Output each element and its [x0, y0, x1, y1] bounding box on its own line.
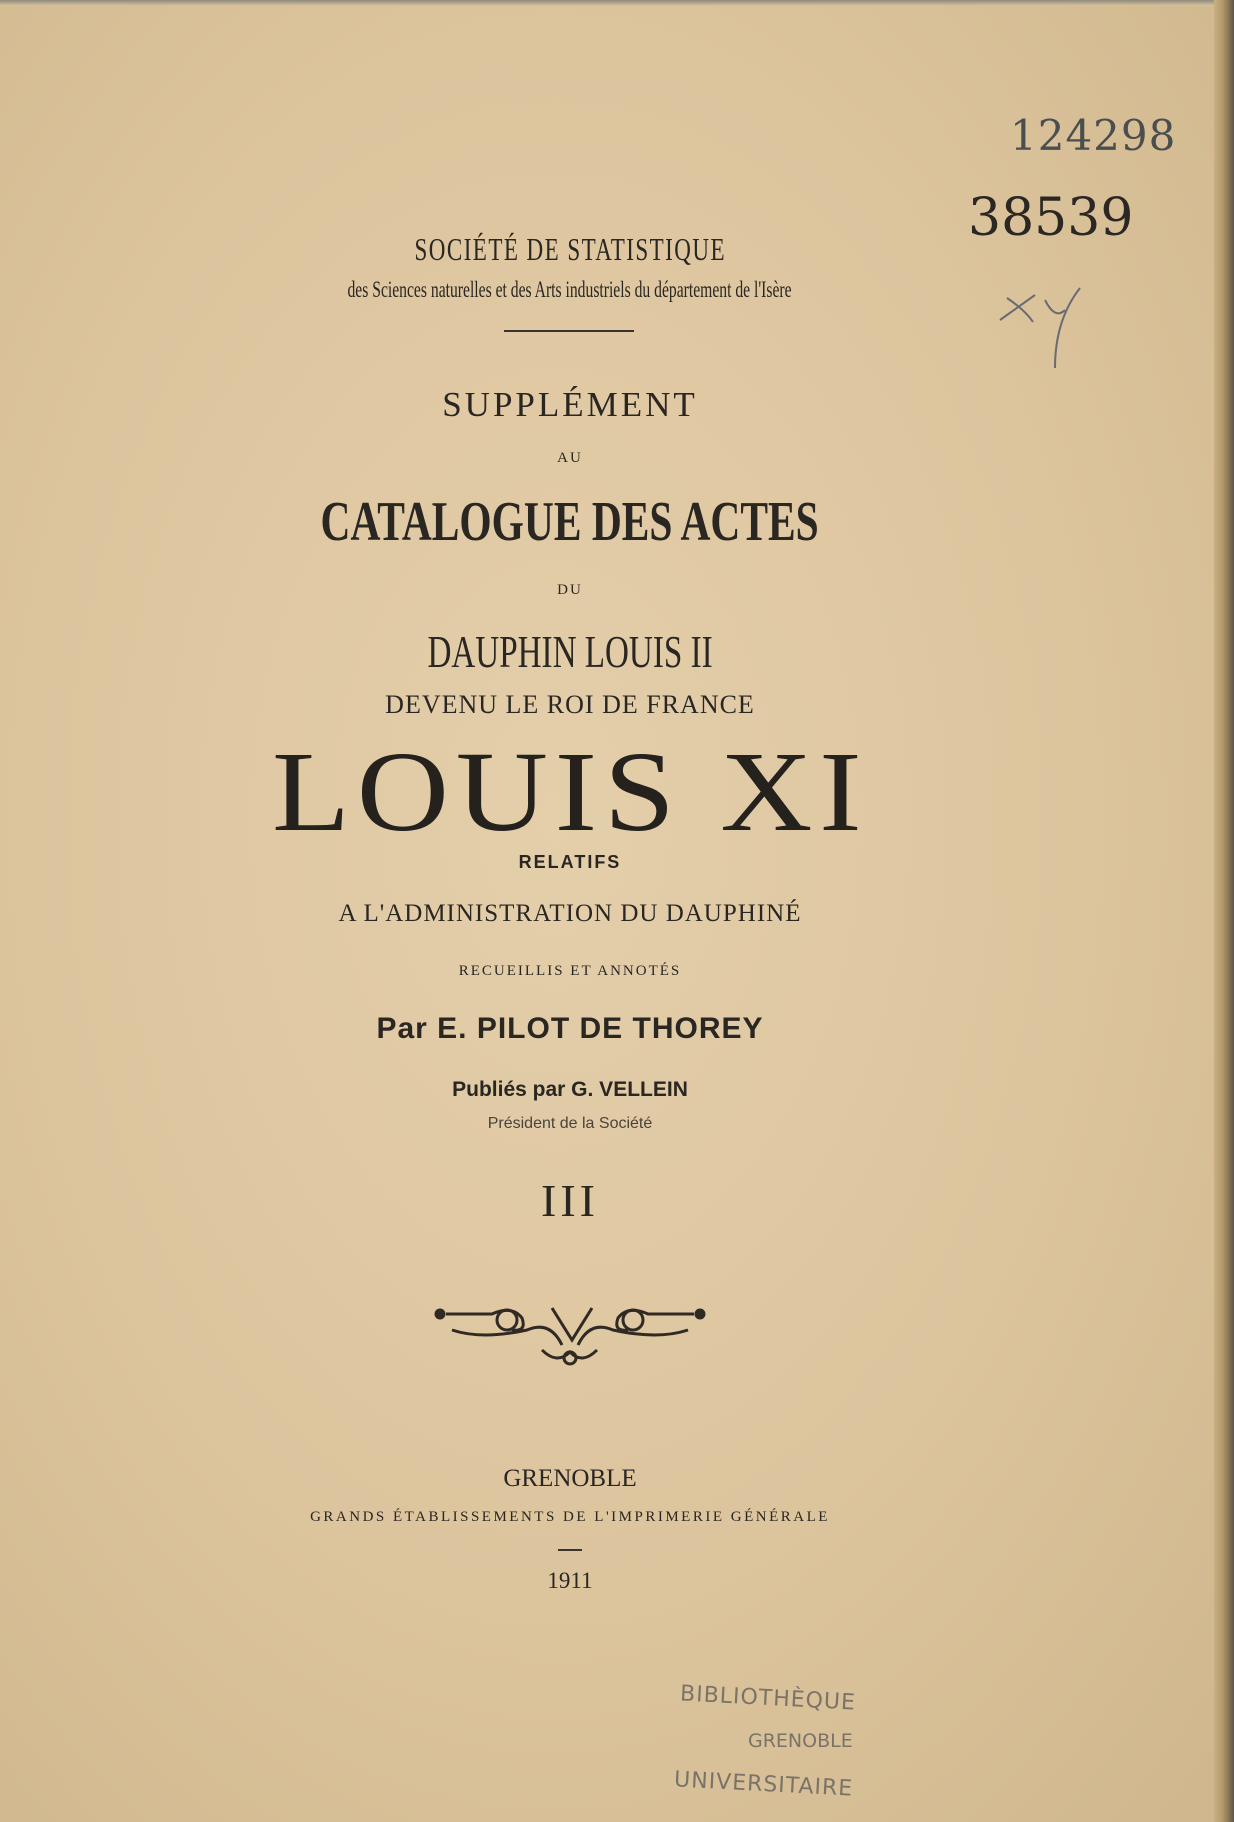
volume-number: III	[541, 1175, 599, 1226]
stamp-line-2: GRENOBLE	[748, 1730, 853, 1752]
society-subtitle: des Sciences naturelles et des Arts industriels du département de l'Isère	[347, 277, 793, 302]
au-text: AU	[557, 450, 583, 466]
louis-xi-title: LOUIS XI	[271, 728, 869, 855]
du-text: DU	[557, 582, 583, 598]
library-stamp	[670, 1681, 920, 1818]
page-top-edge	[0, 0, 1234, 6]
imprint-divider	[558, 1549, 582, 1551]
publisher-line: Publiés par G. VELLEIN	[452, 1078, 688, 1101]
recueillis-text: RECUEILLIS ET ANNOTÉS	[458, 963, 682, 979]
imprint-city: GRENOBLE	[503, 1465, 637, 1492]
devenu-text: DEVENU LE ROI DE FRANCE	[385, 690, 755, 719]
shelf-number: 38539	[968, 188, 1134, 248]
imprint-year: 1911	[547, 1568, 593, 1593]
administration-text: A L'ADMINISTRATION DU DAUPHINÉ	[338, 900, 802, 927]
society-name: SOCIÉTÉ DE STATISTIQUE	[414, 231, 726, 267]
page-binding-edge	[1214, 0, 1234, 1822]
imprint-printer: GRANDS ÉTABLISSEMENTS DE L'IMPRIMERIE GÉNÉRALE	[310, 1509, 830, 1525]
inventory-number-stamp: 124298	[1010, 111, 1177, 160]
author-line: Par E. PILOT DE THOREY	[376, 1012, 764, 1045]
stamp-line-3: UNIVERSITAIRE	[673, 1767, 854, 1802]
catalogue-heading: CATALOGUE DES ACTES	[320, 491, 820, 553]
ornament-icon	[432, 1300, 708, 1375]
relatifs-text: RELATIFS	[518, 852, 622, 872]
divider	[504, 330, 634, 332]
publisher-role: Président de la Société	[487, 1115, 653, 1132]
stamp-line-1: BIBLIOTHÈQUE	[679, 1681, 857, 1716]
supplement-heading: SUPPLÉMENT	[442, 385, 698, 424]
dauphin-heading: DAUPHIN LOUIS II	[427, 626, 713, 677]
